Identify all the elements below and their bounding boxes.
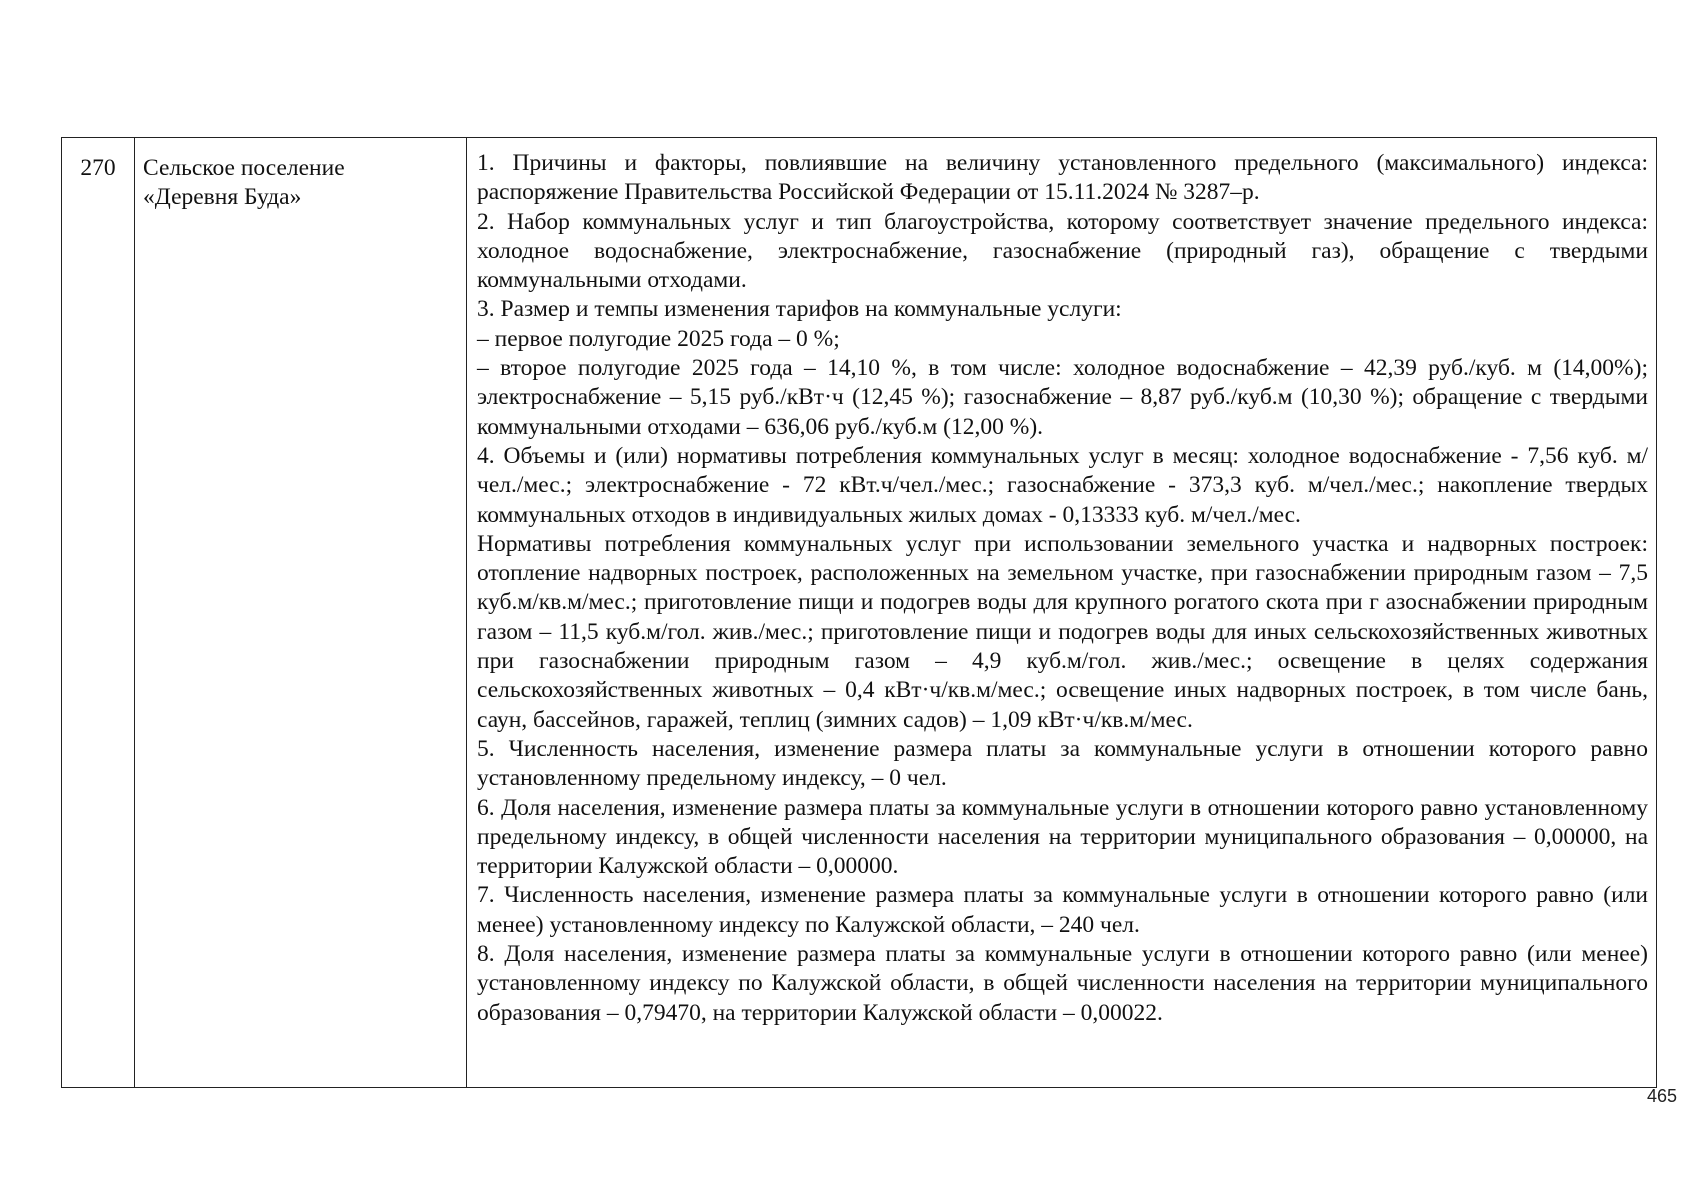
paragraph-7-population: 7. Численность населения, изменение размера платы за коммунальные услуги в отношении которого равно (или менее) установленному индексу по Калужской области, – 240 чел. [477, 882, 1648, 938]
paragraph-1-factors: 1. Причины и факторы, повлиявшие на величину установленного предельного (максимального) индекса: распоряжение Правительства Российской Федерации от 15.11.2024 № 3287–р. [477, 150, 1648, 206]
paragraph-2-services: 2. Набор коммунальных услуг и тип благоустройства, которому соответствует значение предельного индекса: холодное водоснабжение, электроснабжение, газоснабжение (природный газ), обращение с твердыми коммунальными отходами. [477, 208, 1648, 294]
table-row [62, 138, 1657, 1088]
settlement-type: Сельское поселение [143, 155, 345, 181]
paragraph-3-first-half: – первое полугодие 2025 года – 0 %; [477, 325, 840, 352]
settlement-name [135, 138, 467, 1088]
settlement-title: «Деревня Буда» [143, 184, 302, 211]
paragraph-3-second-half: – второе полугодие 2025 года – 14,10 %, в том числе: холодное водоснабжение – 42,39 руб./куб. м (14,00%); электроснабжение – 5,15 руб./кВт·ч (12,45 %); газоснабжение – 8,87 руб./куб.м (10,30 %); обращение с твердыми коммунальными отходами – 636,06 руб./куб.м (12,00 %). [477, 355, 1648, 440]
paragraph-5-population: 5. Численность населения, изменение размера платы за коммунальные услуги в отношении которого равно установленному предельному индексу, – 0 чел. [477, 735, 1648, 792]
page-number: 465 [1646, 1086, 1677, 1106]
document-table [61, 137, 1657, 1088]
paragraph-3-tariffs: 3. Размер и темпы изменения тарифов на коммунальные услуги: [477, 296, 1122, 323]
paragraph-4-land-norms: Нормативы потребления коммунальных услуг при использовании земельного участка и надворных построек: отопление надворных построек, расположенных на земельном участке, при газоснабжении природным газом – 7,5 куб.м/кв.м/мес.; приготовление пищи и подогрев воды для крупного рогатого скота при г азоснабжении природным газом – 11,5 куб.м/гол. жив./мес.; приготовление пищи и подогрев воды для иных сельскохозяйственных животных при газоснабжении природным газом – 4,9 куб.м/гол. жив./мес.; освещение в целях содержания сельскохозяйственных животных – 0,4 кВт·ч/кв.м/мес.; освещение иных надворных построек, в том числе бань, саун, бассейнов, гаражей, теплиц (зимних садов) – 1,09 кВт·ч/кв.м/мес. [477, 530, 1648, 733]
paragraph-8-share: 8. Доля населения, изменение размера платы за коммунальные услуги в отношении которого равно (или менее) установленному индексу по Калужской области, в общей численности населения на территории муниципального образования – 0,79470, на территории Калужской области – 0,00022. [477, 941, 1648, 1026]
description-cell [467, 138, 1657, 1088]
paragraph-4-volumes: 4. Объемы и (или) нормативы потребления коммунальных услуг в месяц: холодное водоснабжение - 7,56 куб. м/чел./мес.; электроснабжение - 72 кВт.ч/чел./мес.; газоснабжение - 373,3 куб. м/чел./мес.; накопление твердых коммунальных отходов в индивидуальных жилых домах - 0,13333 куб. м/чел./мес. [477, 442, 1648, 528]
row-number: 270 [62, 138, 135, 1088]
paragraph-6-share: 6. Доля населения, изменение размера платы за коммунальные услуги в отношении которого равно установленному предельному индексу, в общей численности населения на территории муниципального образования – 0,00000, на территории Калужской области – 0,00000. [477, 794, 1648, 880]
